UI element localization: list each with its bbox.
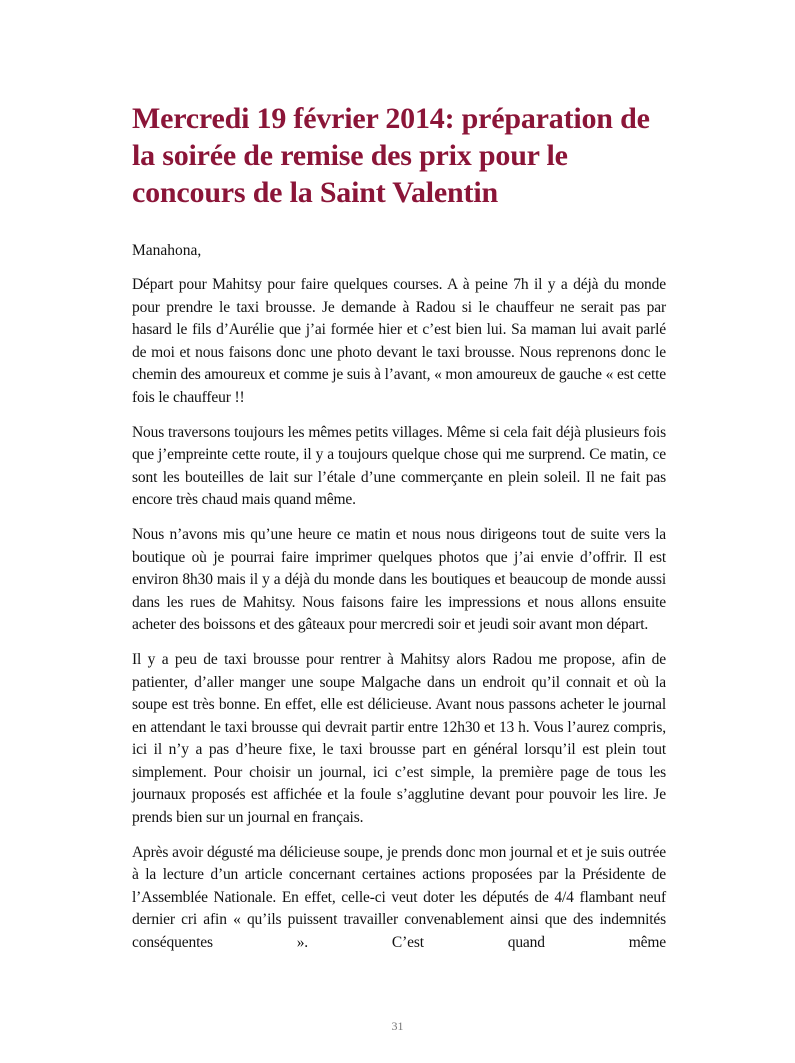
paragraph-4: Il y a peu de taxi brousse pour rentrer à Mahitsy alors Radou me propose, afin de patienter, d’aller manger une soupe Malgache dans un endroit qu’il connait et où la soupe est très bonne. En effet, elle est délicieuse. Avant nous passons acheter le journal en attendant le taxi brousse qui devrait partir entre 12h30 et 13 h. Vous l’aurez compris, ici il n’y a pas d’heure fixe, le taxi brousse part en général lorsqu’il est plein tout simplement. Pour choisir un journal, ici c’est simple, la première page de tous les journaux proposés est affichée et la foule s’agglutine devant pour pouvoir les lire. Je prends bien sur un journal en français.: [132, 650, 666, 827]
paragraph-1: Départ pour Mahitsy pour faire quelques courses. A à peine 7h il y a déjà du monde pour prendre le taxi brousse. Je demande à Radou si le chauffeur ne serait pas par hasard le fils d’Aurélie que j’ai formée hier et c’est bien lui. Sa maman lui avait parlé de moi et nous faisons donc une photo devant le taxi brousse. Nous reprenons donc le chemin des amoureux et comme je suis à l’avant, « mon amoureux de gauche « est cette fois le chauffeur !!: [132, 276, 666, 406]
paragraph-3: Nous n’avons mis qu’une heure ce matin et nous nous dirigeons tout de suite vers la boutique où je pourrai faire imprimer quelques photos que j’ai envie d’offrir. Il est environ 8h30 mais il y a déjà du monde dans les boutiques et beaucoup de monde aussi dans les rues de Mahitsy. Nous faisons faire les impressions et nous allons ensuite acheter des boissons et des gâteaux pour mercredi soir et jeudi soir avant mon départ.: [132, 525, 666, 634]
paragraph-5: Après avoir dégusté ma délicieuse soupe, je prends donc mon journal et et je suis outrée à la lecture d’un article concernant certaines actions proposées par la Présidente de l’Assemblée Nationale. En effet, celle-ci veut doter les députés de 4/4 flambant neuf dernier cri afin « qu’ils puissent travailler convenablement ainsi que des indemnités conséquentes ». C’est quand même: [132, 843, 666, 952]
greeting: Manahona,: [132, 242, 202, 259]
paragraph-2: Nous traversons toujours les mêmes petits villages. Même si cela fait déjà plusieurs fois que j’empreinte cette route, il y a toujours quelque chose qui me surprend. Ce matin, ce sont les bouteilles de lait sur l’étale d’une commerçante en plein soleil. Il ne fait pas encore très chaud mais quand même.: [132, 423, 666, 509]
document-page: [132, 100, 666, 955]
page-title: Mercredi 19 février 2014: préparation de la soirée de remise des prix pour le concours de la Saint Valentin: [132, 102, 650, 209]
page-number: 31: [391, 1019, 404, 1033]
